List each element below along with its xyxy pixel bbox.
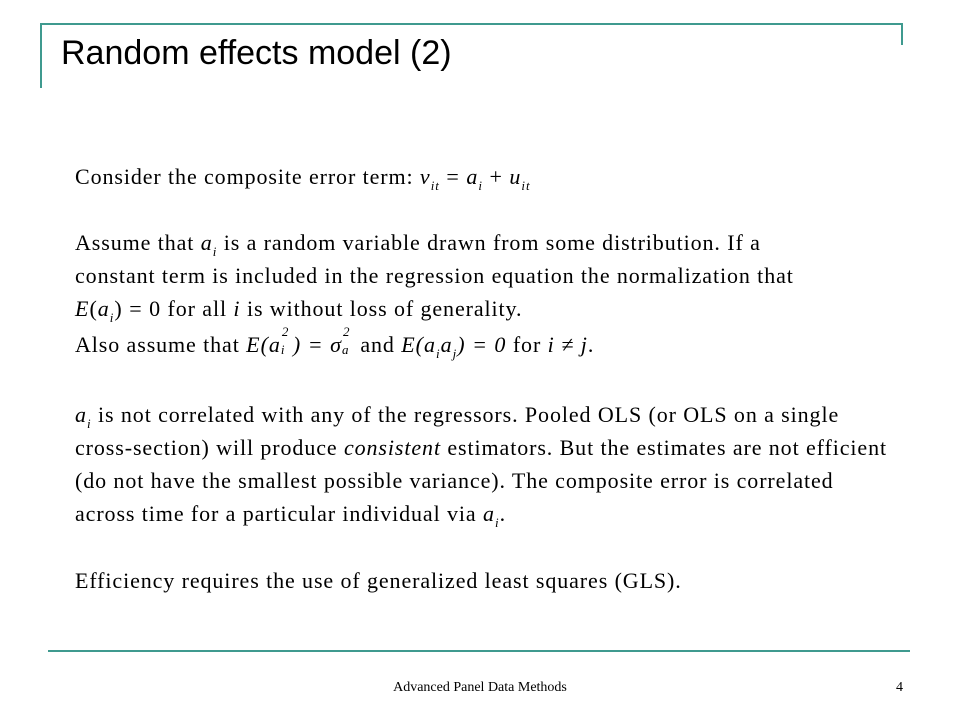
p3-l2-text-a: cross-section) will produce	[75, 435, 338, 460]
p1-equation	[419, 164, 531, 193]
p4-line: Efficiency requires the use of generalized least squares (GLS).	[75, 568, 682, 593]
p1-text: Consider the composite error term:	[75, 164, 414, 189]
subsup-i-2	[280, 324, 293, 357]
p2-l4-text-a: Also assume that	[75, 332, 240, 357]
var-E: E	[401, 332, 416, 357]
subsup-a-2	[341, 324, 354, 357]
sub-j: j	[452, 346, 458, 361]
p2-l3-text-c: is without loss of generality.	[246, 296, 523, 321]
p2-line-3	[75, 296, 523, 325]
var-E: E	[246, 332, 261, 357]
expectation-a-i	[75, 296, 162, 325]
var-E: E	[75, 296, 90, 321]
left-rule	[40, 23, 42, 88]
var-u: u	[509, 164, 522, 189]
for-text: for	[512, 332, 542, 357]
sub-i: i	[478, 178, 483, 193]
covariance-expression	[401, 332, 507, 361]
var-v: v	[419, 164, 431, 189]
period: .	[499, 501, 507, 526]
var-a-i	[200, 230, 218, 259]
sub-a: a	[341, 342, 350, 357]
paren: (	[89, 296, 98, 321]
sub-it: it	[521, 178, 531, 193]
var-a: a	[466, 164, 479, 189]
p2-line-4	[75, 324, 595, 361]
page-number: 4	[896, 680, 903, 695]
var-a: (a	[260, 332, 281, 357]
p3-line-4	[75, 501, 507, 530]
bottom-rule	[48, 650, 910, 652]
sub-i: i	[436, 346, 441, 361]
emphasis-consistent: consistent	[343, 435, 441, 460]
var-a: a	[482, 501, 495, 526]
var-a: a	[440, 332, 453, 357]
p3-l2-text-b: estimators. But the estimates are not efficient	[447, 435, 887, 460]
sub-i: i	[212, 244, 218, 259]
slide-footer: Advanced Panel Data Methods	[393, 680, 567, 695]
variance-expression	[246, 324, 354, 357]
var-i: i	[233, 296, 241, 321]
p3-line-2	[75, 435, 887, 461]
p3-line-3: (do not have the smallest possible variance). The composite error is correlated	[75, 468, 834, 493]
var-a: a	[75, 402, 87, 427]
sub-i: i	[280, 342, 286, 357]
p2-line-1	[75, 230, 761, 259]
p2-l3-text-b: for all	[167, 296, 227, 321]
sup-2: 2	[342, 324, 351, 339]
var-a: (a	[415, 332, 436, 357]
p3-l1-text: is not correlated with any of the regressors. Pooled OLS (or OLS on a single	[98, 402, 840, 427]
period: .	[587, 332, 595, 357]
p3-l4-text-a: across time for a particular individual via	[75, 501, 477, 526]
p2-line-2: constant term is included in the regression equation the normalization that	[75, 263, 794, 288]
var-a-i	[482, 501, 500, 530]
plus-sign: +	[489, 164, 503, 189]
var-a-i	[75, 402, 92, 431]
eq-zero: ) = 0	[114, 296, 162, 321]
slide-title: Random effects model (2)	[61, 34, 452, 72]
eq-sign: =	[446, 164, 460, 189]
sub-i: i	[494, 515, 500, 530]
p3-line-1	[75, 402, 840, 431]
p1-line	[75, 164, 531, 193]
p2-l1-text-a: Assume that	[75, 230, 195, 255]
and-text: and	[360, 332, 395, 357]
var-a: a	[97, 296, 110, 321]
i-neq-j: i ≠ j	[547, 332, 588, 357]
sub-it: it	[430, 178, 440, 193]
sub-i: i	[87, 416, 92, 431]
eq-sigma: ) = σ	[292, 332, 342, 357]
sup-2: 2	[281, 324, 290, 339]
top-rule	[40, 23, 902, 25]
var-a: a	[200, 230, 213, 255]
eq-zero: ) = 0	[457, 332, 507, 357]
sub-i: i	[109, 310, 115, 325]
p2-l1-text-b: is a random variable drawn from some distribution. If a	[223, 230, 761, 255]
right-rule	[901, 23, 903, 45]
